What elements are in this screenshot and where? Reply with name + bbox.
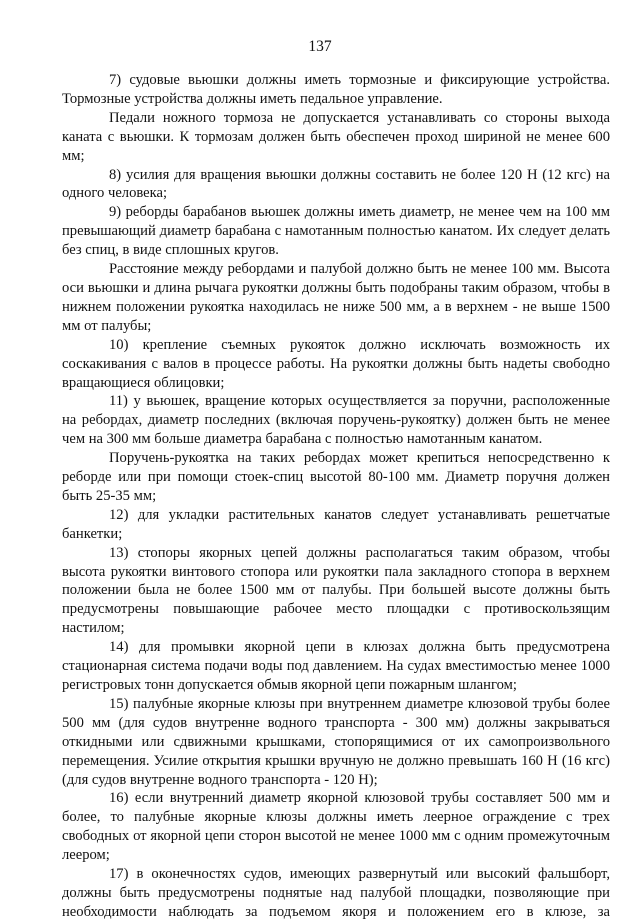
paragraph-8-rotation-force: 8) усилия для вращения вьюшки должны составить не более 120 Н (12 кгс) на одного человека; <box>62 166 610 202</box>
paragraph-16-hawse-railing: 16) если внутренний диаметр якорной клюзовой трубы составляет 500 мм и более, то палубные якорные клюзы должны иметь леерное ограждение с трех свободных от якорной цепи сторон высотой не менее 1000 мм с одним промежуточным леером; <box>62 790 610 864</box>
document-body <box>62 71 610 922</box>
paragraph-handrail-handle: Поручень-рукоятка на таких ребордах может крепиться непосредственно к реборде или при помощи стоек-спиц высотой 80-100 мм. Диаметр поручня должен быть 25-35 мм; <box>62 450 610 504</box>
paragraph-foot-brake-pedals: Педали ножного тормоза не допускается устанавливать со стороны выхода каната с вьюшки. К тормозам должен быть обеспечен проход шириной не менее 600 мм; <box>62 109 610 164</box>
paragraph-13-chain-stoppers: 13) стопоры якорных цепей должны располагаться таким образом, чтобы высота рукоятки винтового стопора или рукоятки пала закладного стопора в верхнем положении была не более 1500 мм от палубы. При большей высоте должны быть предусмотрены повышающие рабочее место площадки с противоскользящим настилом; <box>62 544 610 637</box>
page-number: 137 <box>308 38 332 55</box>
paragraph-9-drum-flanges: 9) реборды барабанов вьюшек должны иметь диаметр, не менее чем на 100 мм превышающий диаметр барабана с намотанным полностью канатом. Их следует делать без спиц, в виде сплошных кругов. <box>62 204 610 259</box>
paragraph-10-removable-handles: 10) крепление съемных рукояток должно исключать возможность их соскакивания с валов в процессе работы. На рукоятки должны быть надеты свободно вращающиеся облицовки; <box>62 336 610 391</box>
paragraph-15-hawse-covers: 15) палубные якорные клюзы при внутреннем диаметре клюзовой трубы более 500 мм (для судов внутренне водного транспорта - 300 мм) должны закрываться откидными или сдвижными крышками, стопорящимися от их самопроизвольного перемещения. Усилие открытия крышки вручную не должно превышать 160 Н (16 кгс) (для судов внутренне водного транспорта - 120 Н); <box>62 695 610 788</box>
paragraph-17-bow-platforms: 17) в оконечностях судов, имеющих развернутый или высокий фальшборт, должны быть предусмотрены поднятые над палубой площадки, позволяющие при необходимости наблюдать за подъемом якоря и положением его в клюзе, за <box>62 866 610 920</box>
paragraph-11-handrail-winches: 11) у вьюшек, вращение которых осуществляется за поручни, расположенные на ребордах, диаметр последних (включая поручень-рукоятку) должен быть не менее чем на 300 мм больше диаметра барабана с полностью намотанным канатом. <box>62 393 610 448</box>
paragraph-12-rope-gratings: 12) для укладки растительных канатов следует устанавливать решетчатые банкетки; <box>62 506 610 542</box>
paragraph-flange-deck-distance: Расстояние между ребордами и палубой должно быть не менее 100 мм. Высота оси вьюшки и длина рычага рукоятки должны быть подобраны таким образом, чтобы в нижнем положении рукоятка находилась не ниже 500 мм, а в верхнем - не выше 1500 мм от палубы; <box>62 261 610 334</box>
paragraph-7-winch-brakes: 7) судовые вьюшки должны иметь тормозные и фиксирующие устройства. Тормозные устройства должны иметь педальное управление. <box>62 72 610 107</box>
paragraph-14-chain-washing: 14) для промывки якорной цепи в клюзах должна быть предусмотрена стационарная система подачи воды под давлением. На судах вместимостью менее 1000 регистровых тонн допускается обмыв якорной цепи пожарным шлангом; <box>62 639 610 693</box>
